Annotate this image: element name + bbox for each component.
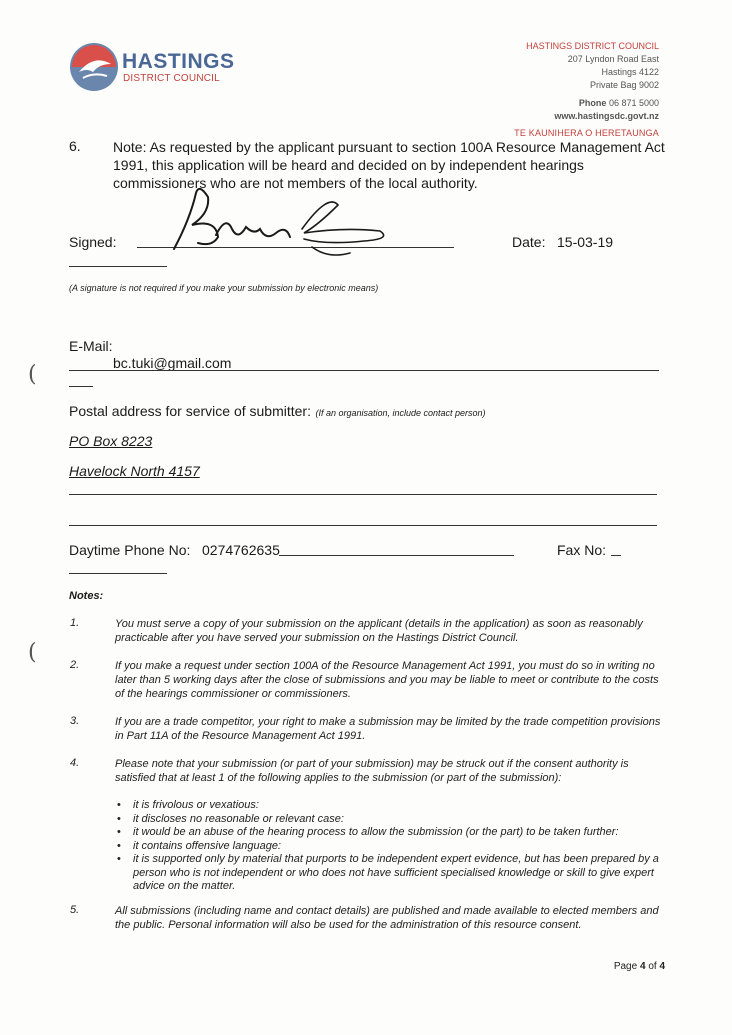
hdc-logo	[69, 42, 119, 92]
phone-line-continuation	[69, 573, 167, 574]
item-6-number: 6.	[69, 138, 81, 154]
address-line: Private Bag 9002	[589, 80, 659, 90]
list-item: • it contains offensive language:	[116, 840, 668, 854]
note-number: 1.	[70, 617, 80, 629]
postal-label-row	[69, 403, 486, 421]
phone-line	[279, 555, 514, 556]
email-line	[69, 370, 659, 371]
date-value: 15-03-19	[557, 234, 614, 250]
email-label: E-Mail:	[69, 338, 113, 354]
note-text: Please note that your submission (or part of your submission) may be struck out if the consent authority is satisfied that at least 1 of the following applies to the submission (or part of the submission):	[115, 758, 629, 784]
postal-blank-line	[69, 494, 657, 495]
phone-label: Daytime Phone No:	[69, 542, 191, 558]
signature-line-continuation	[69, 266, 167, 267]
council-website: www.hastingsdc.govt.nz	[554, 111, 659, 121]
email-value: bc.tuki@gmail.com	[113, 355, 232, 371]
maori-name: TE KAUNIHERA O HERETAUNGA	[514, 128, 659, 137]
logo-subtitle: DISTRICT COUNCIL	[123, 73, 220, 84]
page-number	[614, 961, 665, 972]
postal-note: (If an organisation, include contact person)	[315, 408, 486, 418]
handwritten-signature	[168, 185, 398, 265]
phone-value: 0274762635	[202, 542, 280, 558]
scan-mark: (	[28, 640, 37, 665]
item-6-text: Note: As requested by the applicant pursuant to section 100A Resource Management Act 1991, this application will be heard and decided on by independent hearings commissioners who are not members of the local authority.	[113, 139, 665, 191]
postal-blank-line	[69, 525, 657, 526]
page-prefix: Page	[613, 961, 638, 972]
address-line: Hastings 4122	[601, 67, 659, 77]
page-of: of	[648, 961, 657, 972]
fax-line	[611, 555, 621, 556]
list-item: • it discloses no reasonable or relevant case:	[116, 813, 668, 827]
signature-note: (A signature is not required if you make your submission by electronic means)	[69, 283, 379, 293]
note-number: 4.	[70, 757, 80, 769]
phone-value: 06 871 5000	[608, 98, 659, 108]
date-label: Date:	[512, 234, 546, 250]
council-name: HASTINGS DISTRICT COUNCIL	[526, 41, 659, 51]
note-text: All submissions (including name and contact details) are published and made available to elected members and the public. Personal information will also be used for the administration of this resource consent.	[115, 905, 659, 931]
address-line: 207 Lyndon Road East	[567, 54, 659, 64]
signed-label: Signed:	[69, 234, 117, 250]
note-text: You must serve a copy of your submission on the applicant (details in the application) as soon as reasonably practicable after you have served your submission on the Hastings District Council.	[115, 618, 643, 644]
fax-label: Fax No:	[557, 542, 607, 558]
notes-heading: Notes:	[69, 590, 104, 602]
phone-label: Phone	[578, 98, 607, 108]
list-item: • it is frivolous or vexatious:	[116, 799, 668, 813]
phone-row	[526, 97, 659, 110]
bullet-list	[116, 799, 668, 894]
email-line-continuation	[69, 386, 93, 387]
note-number: 3.	[70, 715, 80, 727]
logo-title: HASTINGS	[122, 50, 235, 73]
postal-line-1: PO Box 8223	[69, 433, 153, 449]
council-address-block	[526, 40, 659, 123]
list-item: • it would be an abuse of the hearing process to allow the submission (or the part) to be taken further:	[116, 826, 668, 840]
note-text: If you are a trade competitor, your right to make a submission may be limited by the trade competition provisions in Part 11A of the Resource Management Act 1991.	[115, 716, 661, 742]
page-total: 4	[659, 961, 665, 972]
note-number: 5.	[70, 904, 80, 916]
postal-label: Postal address for service of submitter:	[69, 403, 311, 419]
postal-line-2: Havelock North 4157	[69, 463, 200, 479]
note-text: If you make a request under section 100A of the Resource Management Act 1991, you must do so in writing no later than 5 working days after the close of submissions and you may be liable to meet or contribute to the costs of the hearings commissioner or commissioners.	[115, 660, 659, 700]
page-current: 4	[639, 961, 646, 972]
note-number: 2.	[70, 659, 80, 671]
hdc-logo-icon	[69, 42, 119, 92]
list-item: • it is supported only by material that purports to be independent expert evidence, but has been prepared by a person who is not independent or who does not have sufficient specialised knowledge or skill to give expert advice on the matter.	[116, 853, 668, 894]
scan-mark: (	[28, 362, 37, 387]
